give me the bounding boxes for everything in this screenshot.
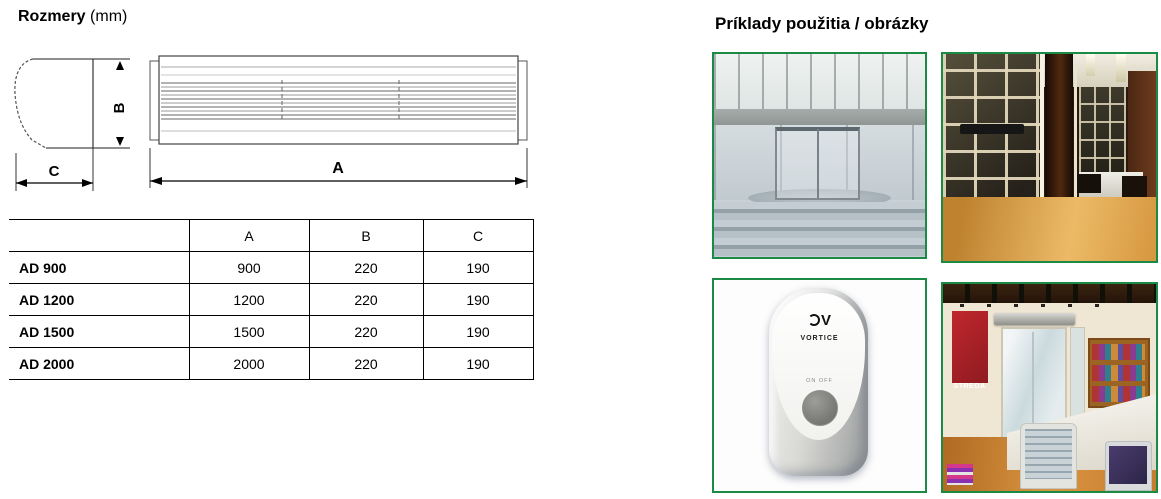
header-empty-cell (9, 220, 189, 252)
left-end-cap (150, 61, 159, 140)
dim-c-arrow-left (16, 179, 27, 187)
value-a: 2000 (189, 348, 309, 380)
value-c: 190 (423, 316, 533, 348)
facade-reflection (714, 54, 925, 109)
shelf-row (1092, 344, 1145, 360)
vortice-logo (714, 312, 925, 330)
value-a: 1500 (189, 316, 309, 348)
value-b: 220 (309, 284, 423, 316)
photo-lobby-interior (941, 52, 1158, 263)
wood-column (1045, 54, 1073, 220)
value-b: 220 (309, 316, 423, 348)
side-profile-drawing (8, 53, 143, 198)
dim-b-arrow-up (116, 61, 124, 70)
front-view-drawing (142, 53, 534, 198)
header-b: B (309, 220, 423, 252)
dim-b-label: B (110, 102, 128, 114)
examples-heading: Príklady použitia / obrázky (715, 14, 929, 33)
air-curtain-unit (994, 313, 1075, 325)
value-b: 220 (309, 348, 423, 380)
wood-floor (943, 197, 1156, 261)
dim-b-arrow-down (116, 137, 124, 146)
photo-shop-interior (941, 282, 1158, 493)
model-name: AD 1200 (9, 284, 189, 316)
dimensions-title: Rozmery (18, 8, 86, 25)
dim-a-arrow-left (150, 177, 162, 185)
entrance-canopy (714, 109, 925, 125)
model-name: AD 900 (9, 252, 189, 284)
photo-building-entrance (712, 52, 927, 259)
right-end-cap (518, 61, 527, 140)
value-a: 1200 (189, 284, 309, 316)
table-row (9, 252, 533, 284)
door-center-post (817, 129, 819, 198)
on-off-label: ON OFF (806, 378, 833, 385)
monitor-1-screen (1025, 429, 1072, 479)
table-row (9, 348, 533, 380)
vortice-swirl-icon (808, 314, 820, 326)
light-strip-1 (1040, 54, 1044, 211)
shop-ceiling (943, 284, 1156, 303)
header-c: C (423, 220, 533, 252)
dimensions-table (9, 219, 534, 380)
book-stack (947, 464, 973, 485)
table-row (9, 316, 533, 348)
table-row (9, 284, 533, 316)
monitor-2 (1105, 441, 1152, 491)
dark-planter-2 (1122, 176, 1148, 197)
dim-c-arrow-right (82, 179, 93, 187)
dim-a-arrow-right (515, 177, 527, 185)
value-c: 190 (423, 252, 533, 284)
red-poster: STREGA (952, 311, 988, 383)
model-name: AD 2000 (9, 348, 189, 380)
vortice-brand-text: VORTICE (800, 334, 839, 342)
dim-c-label: C (48, 163, 60, 180)
fabric-shelves (1088, 338, 1150, 408)
monitor-1 (1020, 423, 1078, 489)
entrance-steps (714, 202, 925, 257)
monitor-2-screen (1109, 446, 1147, 484)
value-b: 220 (309, 252, 423, 284)
table-header-row (9, 220, 533, 252)
dark-planter-1 (1077, 174, 1100, 193)
vortice-logo-letter: V (820, 311, 831, 329)
pendant-lamp-2 (1116, 54, 1126, 82)
model-name: AD 1500 (9, 316, 189, 348)
dimensions-heading (18, 8, 127, 26)
value-c: 190 (423, 348, 533, 380)
photo-remote-control (712, 278, 927, 493)
air-curtain-unit (960, 124, 1024, 133)
profile-curve (15, 59, 46, 148)
shelf-row (1092, 365, 1145, 381)
remote-round-button (802, 390, 838, 426)
value-c: 190 (423, 284, 533, 316)
dim-a-label: A (332, 160, 344, 177)
ceiling-spotlights (960, 304, 1118, 307)
dimensions-unit: (mm) (90, 8, 128, 25)
pendant-lamp-1 (1086, 54, 1095, 76)
value-a: 900 (189, 252, 309, 284)
header-a: A (189, 220, 309, 252)
